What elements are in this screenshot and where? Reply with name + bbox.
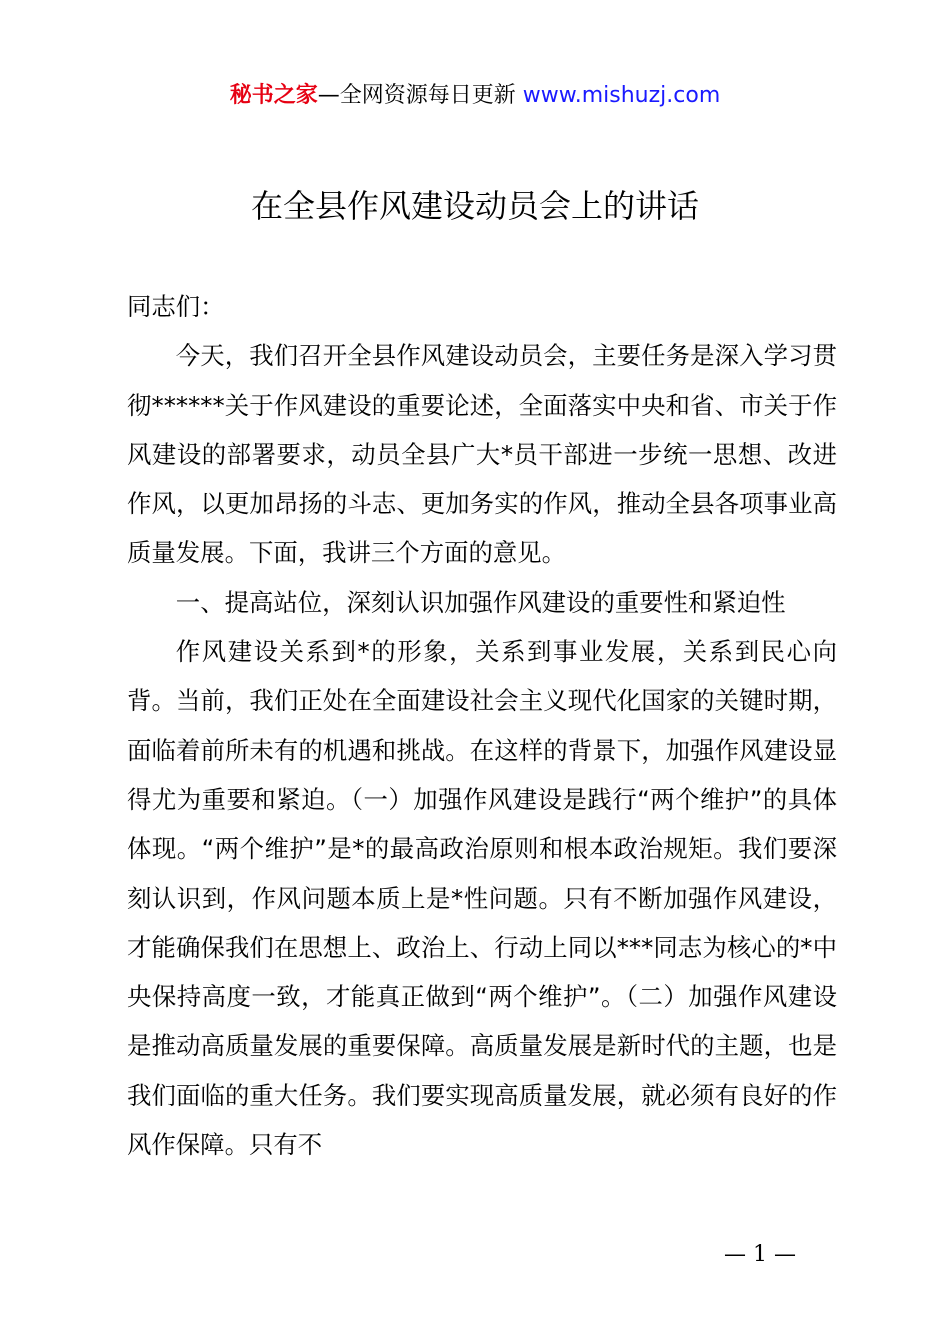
site-brand: 秘书之家 [229,83,318,108]
page-number: — 1 — [724,1242,796,1267]
site-header [0,80,950,112]
greeting: 同志们： [127,292,225,321]
section-heading-1: 一、提高站位，深刻认识加强作风建设的重要性和紧迫性 [175,587,786,617]
site-tagline: —全网资源每日更新 [317,83,523,108]
paragraph-intro: 今天，我们召开全县作风建设动员会，主要任务是深入学习贯彻******关于作风建设的重要论述，全面落实中央和省、市关于作风建设的部署要求，动员全县广大*员干部进一步统一思想、改进作风，以更加昂扬的斗志、更加务实的作风，推动全县各项事业高质量发展。下面，我讲三个方面的意见。 [127,341,837,568]
document-body [127,282,837,1169]
paragraph-section-1: 作风建设关系到*的形象，关系到事业发展，关系到民心向背。当前，我们正处在全面建设社会主义现代化国家的关键时期，面临着前所未有的机遇和挑战。在这样的背景下，加强作风建设显得尤为重要和紧迫。（一）加强作风建设是践行“两个维护”的具体体现。“两个维护”是*的最高政治原则和根本政治规矩。我们要深刻认识到，作风问题本质上是*性问题。只有不断加强作风建设，才能确保我们在思想上、政治上、行动上同以***同志为核心的*中央保持高度一致，才能真正做到“两个维护”。（二）加强作风建设是推动高质量发展的重要保障。高质量发展是新时代的主题，也是我们面临的重大任务。我们要实现高质量发展，就必须有良好的作风作保障。只有不 [127,637,837,1160]
site-url[interactable]: www.mishuzj.com [522,83,721,108]
document-title: 在全县作风建设动员会上的讲话 [250,187,699,225]
